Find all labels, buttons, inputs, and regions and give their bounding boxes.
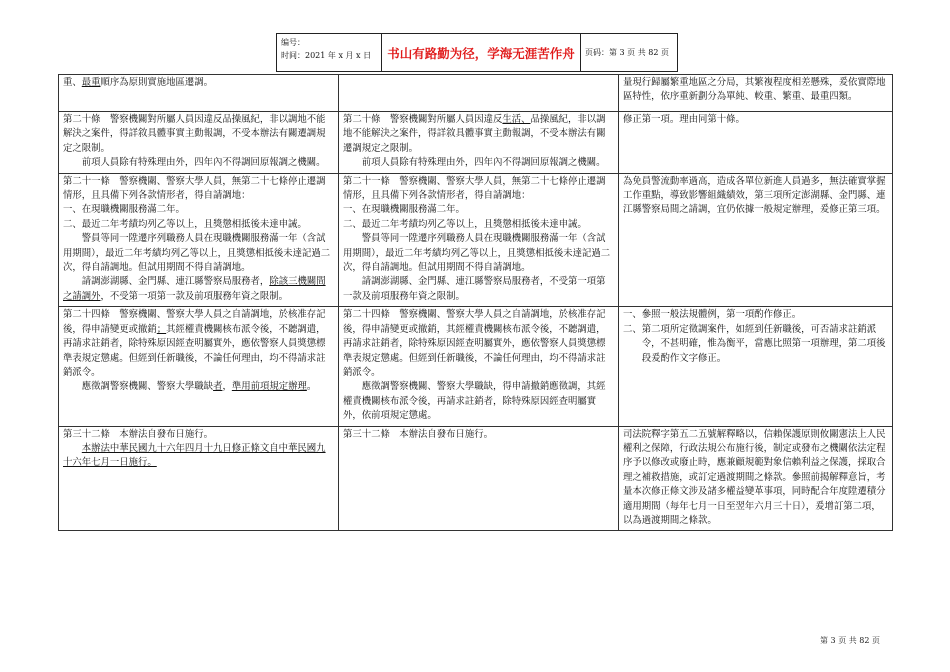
- current-text-cell: [339, 307, 619, 426]
- cell-text: 第三十二條 本辦法自發布日施行。: [63, 428, 214, 440]
- cell-text: [63, 380, 334, 394]
- cell-text: 量現行歸屬繁重地區之分局，其繁複程度相差懸殊，爰依實際地區特性，依序重新劃分為單純、較重、繁重、最重四類。: [623, 77, 886, 103]
- current-text-cell: [339, 75, 619, 112]
- amended-text-cell: [59, 307, 339, 426]
- cell-text: [63, 308, 334, 380]
- cell-text: 應徵調警察機關、警察大學職缺，得申請撤銷應徵調，其經權責機關核布派令後，再請求註銷者，除特殊原因經查明屬實外，依前項規定懲處。: [343, 381, 606, 422]
- cell-text: 第二十一條 警察機關、警察大學人員，無第二十七條停止遷調情形，且具備下列各款情形者，得自請調地：: [63, 175, 326, 202]
- cell-text: 二、最近二年考績均列乙等以上，且獎懲相抵後未達申誡。: [63, 218, 307, 230]
- underlined-text: 最重: [81, 77, 101, 88]
- amended-text-cell: [59, 426, 339, 531]
- underlined-text: 除該三機關間之請調外: [63, 276, 326, 302]
- explanation-cell: [619, 307, 893, 426]
- cell-text: 前項人員除有特殊理由外，四年內不得調回原報調之機關。: [361, 157, 606, 169]
- cell-text: 一、參照一般法規體例，第一項酌作修正。: [623, 309, 802, 321]
- cell-text: 第二十條 警察機關對所屬人員因違反品操風紀，非以調地不能解決之案件，得詳敘具體事實主動報調，不受本辦法有關遷調規定之限制。: [63, 114, 326, 154]
- table-row: [59, 112, 893, 174]
- table-row: [59, 307, 893, 426]
- explanation-cell: [619, 426, 893, 531]
- underlined-text: 者: [213, 381, 223, 393]
- amended-text-cell: [59, 112, 339, 174]
- header-page: 页码：第 3 页 共 82 页: [585, 48, 669, 57]
- header-motto: 书山有路勤为径，学海无涯苦作舟: [387, 45, 575, 61]
- text-run: 應徵調警察機關、警察大學職缺: [81, 381, 214, 393]
- table-row: [59, 75, 893, 112]
- text-run: 重、: [63, 77, 82, 88]
- explanation-cell: [619, 112, 893, 174]
- table-row: [59, 173, 893, 307]
- underlined-text: 本辦法中華民國九十六年四月十九日修正條文自中華民國九十六年七月一日施行。: [63, 442, 326, 469]
- cell-text: 一、在現職機關服務滿二年。: [63, 204, 185, 216]
- cell-text: [63, 275, 334, 304]
- cell-text: 司法院釋字第五二五號解釋略以，信賴保護原則攸關憲法上人民權利之保障，行政法規公布施行後，制定或發布之機關依法定程序予以修改或廢止時，應兼顧規範對象信賴利益之保護，採取合理之補救措施，或訂定過渡期間之條款。參照前揭解釋意旨，考量本次修正條文涉及諸多權益變革事項，同時配合年度陞遷積分適用期間（每年七月一日至翌年六月三十日），爰增訂第二項，以為過渡期間之條款。: [623, 428, 886, 526]
- cell-text: 二、第二項所定徵調案件，如經到任新職後，可否請求註銷派令，不甚明確，惟為衡平，當應比照第一項辦理，第二項後段爰酌作文字修正。: [623, 323, 886, 364]
- page-header: [276, 33, 678, 72]
- header-motto-cell: [382, 34, 581, 71]
- explanation-cell: [619, 75, 893, 112]
- cell-text: 前項人員除有特殊理由外，四年內不得調回原報調之機關。: [81, 157, 326, 169]
- cell-text: [343, 113, 614, 156]
- cell-text: 修正第一項。理由同第十條。: [623, 114, 745, 125]
- cell-text: 為免員警流動率過高，造成各單位新進人員過多，無法確實掌握工作重點，導致影響組織績效，第三項所定澎湖縣、金門縣、連江縣警察局間之請調，宜仍依據一般規定辦理，爰修正第三項。: [623, 175, 886, 216]
- cell-text: 第二十一條 警察機關、警察大學人員，無第二十七條停止遷調情形，且具備下列各款情形者，得自請調地：: [343, 175, 606, 202]
- current-text-cell: [339, 426, 619, 531]
- cell-text: 二、最近二年考績均列乙等以上，且獎懲相抵後未達申誡。: [343, 218, 587, 230]
- current-text-cell: [339, 112, 619, 174]
- underlined-text: 生活、: [502, 114, 531, 125]
- underlined-text: ；: [156, 323, 167, 335]
- text-run: 請調澎湖縣、金門縣、連江縣警察局服務者，: [81, 276, 270, 288]
- cell-text: 請調澎湖縣、金門縣、連江縣警察局服務者，不受第一項第一款及前項服務年資之限制。: [343, 276, 606, 302]
- underlined-text: 準用前項規定辦理: [231, 381, 307, 393]
- explanation-cell: [619, 173, 893, 307]
- text-run: ，不受第一項第一款及前項服務年資之限制。: [100, 290, 289, 302]
- comparison-table: [58, 74, 893, 531]
- cell-text: [63, 76, 334, 90]
- text-run: 品操風紀，非以調地不能解決之案件，得詳敘具體事實主動報調，不受本辦法有關遷調規定之限制。: [343, 114, 606, 154]
- text-run: 第二十條 警察機關對所屬人員因違反: [343, 114, 503, 125]
- cell-text: 一、在現職機關服務滿二年。: [343, 204, 465, 216]
- table-row: [59, 426, 893, 531]
- page-footer: 第 3 页 共 82 页: [820, 636, 880, 645]
- cell-text: 第三十二條 本辦法自發布日施行。: [343, 428, 494, 440]
- header-meta: [277, 34, 382, 71]
- text-run: ，: [222, 381, 232, 393]
- amended-text-cell: [59, 173, 339, 307]
- header-number: 编号：: [281, 38, 305, 47]
- text-run: 。: [306, 381, 317, 393]
- header-time: 时间：2021 年 x 月 x 日: [281, 51, 372, 60]
- text-run: 第二十四條 警察機關、警察大學人員之自請調地，於核准存記後，得申請變更或撤銷: [63, 309, 326, 335]
- text-run: 順序為原則實施地區遷調。: [100, 77, 214, 88]
- amended-text-cell: [59, 75, 339, 112]
- current-text-cell: [339, 173, 619, 307]
- cell-text: 警員等同一陞遷序列職務人員在現職機關服務滿一年（含試用期間），最近二年考績均列乙等以上，且獎懲相抵後未達記過二次，得自請調地。但試用期間不得自請調地。: [343, 233, 611, 274]
- cell-text: 第二十四條 警察機關、警察大學人員之自請調地，於核准存記後，得申請變更或撤銷，其經權責機關核布派令後，不聽調遣，再請求註銷者，除特殊原因經查明屬實外，應依警察人員獎懲標準表規定懲處。但經到任新職後，不論任何理由，均不得請求註銷派令。: [343, 309, 606, 378]
- cell-text: 警員等同一陞遷序列職務人員在現職機關服務滿一年（含試用期間），最近二年考績均列乙等以上，且獎懲相抵後未達記過二次，得自請調地。但試用期間不得自請調地。: [63, 233, 331, 274]
- text-run: 其經權責機關核布派令後，不聽調遣，再請求註銷者，除特殊原因經查明屬實外，應依警察人員獎懲標準表規定懲處。但經到任新職後，不論任何理由，均不得請求註銷派令。: [63, 323, 326, 378]
